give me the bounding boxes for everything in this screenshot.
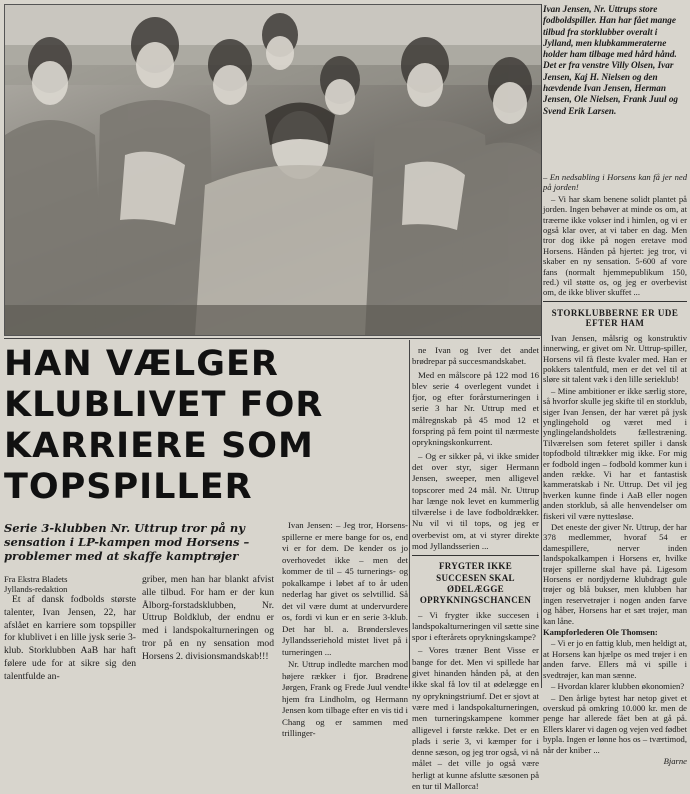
side-paragraph: Ivan Jensen, målsrig og konstruktiv innerwing, er givet om Nr. Uttrup-spiller, Horsens vil få fleste kvaler med. Han er pokkers talentfuld, men er det vel til at sløre sit talent væk i den lille serieklub! bbox=[543, 332, 687, 385]
column-rule bbox=[409, 340, 410, 688]
headline-line: TOPSPILLER bbox=[4, 467, 253, 507]
subheadline-line: Serie 3-klubben Nr. Uttrup tror på ny bbox=[4, 521, 245, 535]
section-rule bbox=[4, 338, 540, 339]
article-column-4 bbox=[412, 345, 539, 794]
subheading-line: SUCCESEN SKAL bbox=[436, 572, 515, 583]
divider bbox=[543, 301, 687, 302]
side-paragraph: – Vi har skam benene solidt plantet på jorden. Ingen behøver at minde os om, at træerne ikke vokser ind i himlen, og vi er også klar over, at vi taber en dag. Men tror dog ikke på nogen eretave mod Horsens. Hånden på hjertet: jeg tror, vi skaber en ny sensation. 5-600 af vore fans (normalt hjemmepublikum 150, red.) vil støtte os, og jeg er overbevist om, de ikke bliver skuffet ... bbox=[543, 193, 687, 298]
caption-text: Ivan Jensen, Nr. Uttrups store fodboldspiller. Han har fået mange tilbud fra storklubber overalt i Jylland, men klubkammeraterne holder ham tilbage med hård hånd. Det er fra venstre Villy Olsen, Ivar Jensen, Kaj H. Nielsen og den hævdende Ivan Jensen, Herman Jensen, Ole Nielsen, Frank Juul og Svend Erik Larsen. bbox=[543, 4, 679, 116]
side-paragraph: – Den årlige bytest har netop givet et overskud på omkring 10.000 kr. men de penge har allerede fået ben at gå på. Ellers klarer vi dagen og vejen ved fødbet bypla. Ingen er lønne hos os – tværtimod, når der kniber ... bbox=[543, 692, 687, 755]
subheading-line: ØDELÆGGE bbox=[447, 583, 504, 594]
headline-line: KARRIERE SOM bbox=[4, 426, 314, 466]
side-intro: – En nedsabling i Horsens kan få jer ned på jorden! bbox=[543, 172, 687, 193]
article-column-2 bbox=[142, 574, 274, 664]
article-column-1 bbox=[4, 574, 136, 684]
article-paragraph: Ivan Jensen: – Jeg tror, Horsens-spillerne er mere bange for os, end vi er for dem. De kender os jo overhovedet ikke – men det kommer de til – 45 turnerings- og pokalkampe i løbet af to år uden nederlag har givet os selvtillid. Så det vil være dumt at undervurdere os, fordi vi kun er en serie 3-klub. Det har bl. a. Brøndersleves Jyllandsseriehold mistet livet på i turneringen ... bbox=[282, 520, 408, 657]
column-rule bbox=[541, 4, 542, 688]
article-paragraph: – Vi frygter ikke succesen i landspokalturneringen vil sætte sine spor i efterårets oprykningskampe? bbox=[412, 609, 539, 643]
article-paragraph: – Vores træner Bent Visse er bange for det. Men vi spillede har givet hinanden hånden på, at den ikke skal få lov til at ødelægge en ny oprykningstriumf. Det er sjovt at være med i landspokalturneringen, men turneringskampene kommer alligevel i første række. Det er en plads i serie 3, vi kæmper for i denne sæson, og jeg tror også, vi nå målet – det ville jo også være herligt at kunne afslutte sæsonen på en tur til Mallorca! bbox=[412, 645, 539, 791]
side-paragraph: – Hvordan klarer klubben økonomien? bbox=[551, 681, 685, 692]
photo-caption bbox=[543, 4, 687, 116]
article-paragraph: Med en målscore på 122 mod 16 blev serie 4 overlegent vundet i fjor, og efter forårsturneringen i serie 3 har Nr. Uttrup med et målregnskab på 45 mod 12 et forspring på fem point til nærmeste oprykningskonkurrent. bbox=[412, 369, 539, 448]
side-subheading: STORKLUBBERNE ER UDE EFTER HAM bbox=[551, 307, 679, 329]
column-subheading bbox=[412, 561, 539, 606]
headline-line: HAN VÆLGER bbox=[4, 344, 279, 384]
team-photo bbox=[4, 4, 542, 336]
byline-line: Jyllands-redaktion bbox=[4, 584, 68, 594]
byline-line: Fra Ekstra Bladets bbox=[4, 574, 68, 584]
byline bbox=[4, 574, 136, 594]
side-paragraph: Det eneste der giver Nr. Uttrup, der har 378 medlemmer, hvoraf 54 er damespillere, nerver inden landspokalkampen i Horsens er, hvilke trøjer spillerne skal have på. Ligesom Horsens er nordjyderne klubdragt gule trøjer og blå bukser, men klubben har ingen reservetrøjer i nogen anden farve og håber, Horsens har et sæt trøjer, man kan låne. bbox=[543, 522, 687, 626]
article-paragraph: ne Ivan og Iver det andet brødrepar på succesmandskabet. bbox=[412, 345, 539, 367]
headline bbox=[4, 344, 344, 508]
side-speaker: Kampforlederen Ole Thomsen: bbox=[543, 627, 658, 638]
side-column bbox=[543, 172, 687, 767]
subheadline-line: problemer med at skaffe kamptrøjer bbox=[4, 549, 239, 563]
subheadline-line: sensation i LP-kampen mod Horsens – bbox=[4, 535, 250, 549]
article-paragraph: griber, men han har blankt afvist alle tilbud. For ham er der kun Ålborg-forstadsklubben, Nr. Uttrup Boldklub, der endnu er med i landspokalturneringen og tror på en ny sensation mod Horsens 2. divisionsmandskab!!! bbox=[142, 574, 274, 662]
subheading-line: OPRYKNINGSCHANCEN bbox=[419, 595, 532, 606]
signature: Bjarne bbox=[663, 755, 687, 766]
article-column-3 bbox=[282, 520, 408, 741]
side-paragraph: – Vi er jo en fattig klub, men heldigt at, at Horsens kan hjælpe os med trøjer i en anden farve. Ellers må vi spille i svedtrøjer, kan man sænne. bbox=[543, 638, 687, 680]
headline-line: KLUBLIVET FOR bbox=[4, 385, 324, 425]
article-paragraph: Nr. Uttrup indledte marchen mod højere rækker i fjor. Brødrene Jørgen, Frank og Frede Juul vendte hjem fra Lindholm, og Hermann Jensen kom tilbage efter en vis tid i Chang og er sammen med trillinger- bbox=[282, 659, 408, 738]
side-paragraph: – Mine ambitioner er ikke særlig store, så hvorfor skulle jeg skifte til en storklub, siger Ivan Jensen, der har været på jysk ynglingehold og været med i ynglingelandsholdets fællestræning. Tilværelsen som feteret spiller i dansk topfodbold tiltrækker mig ikke. For mig er fodbold ingen – fodbold kommer kun i anden række. Vi har et fantastisk kammeratskab i Nr. Uttrup. Det vil jeg hverken kunne finde i AaB eller nogen anden storklub, så alle henvendelser om fiskeri vil være nyttesløse. bbox=[543, 385, 687, 521]
subheadline bbox=[4, 521, 276, 563]
divider bbox=[412, 555, 539, 556]
article-paragraph: Et af dansk fodbolds største talenter, Ivan Jensen, 22, har afslået en karriere som topspiller for klublivet i en lille jysk serie 3-klub. Storklubben AaB har haft følere ude for at sikre sig den talentfulde an- bbox=[4, 594, 136, 682]
article-paragraph: – Og er sikker på, vi ikke smider det over styr, siger Hermann Jensen, sweeper, men alligevel topscorer med 24 mål. Nr. Uttrup har længe nok levet en kummerlig tilværelse i de lave fodboldrækker. Nu vil vi til tops, og jeg er overbevist om, at vi styrer direkte mod Jyllandsserien ... bbox=[412, 450, 539, 552]
subheading-line: FRYGTER IKKE bbox=[438, 561, 513, 572]
team-photo-illustration bbox=[5, 5, 541, 335]
